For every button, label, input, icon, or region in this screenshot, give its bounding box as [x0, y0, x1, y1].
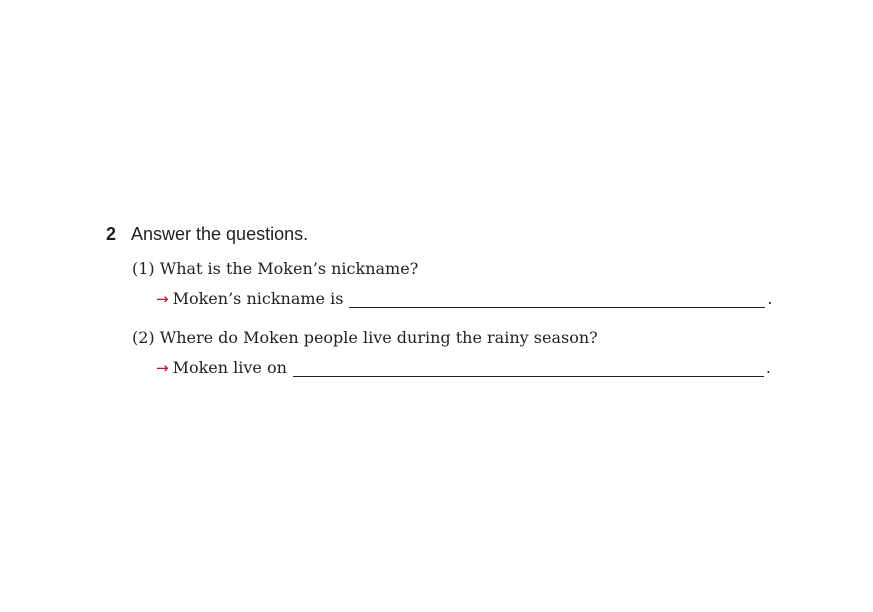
- question-2-text: (2) Where do Moken people live during the rainy season?: [132, 328, 598, 347]
- question-2: [132, 326, 786, 380]
- answer-2-line: [156, 356, 786, 380]
- exercise-section: [106, 222, 786, 380]
- arrow-right-icon: →: [156, 359, 169, 377]
- answer-2-blank[interactable]: [293, 358, 764, 377]
- question-1-text: (1) What is the Moken’s nickname?: [132, 259, 419, 278]
- answer-2-prefix: Moken live on: [172, 358, 287, 377]
- arrow-right-icon: →: [156, 290, 169, 308]
- exercise-instruction: Answer the questions.: [131, 224, 309, 244]
- exercise-heading: [106, 222, 786, 246]
- answer-1-blank[interactable]: [349, 289, 765, 308]
- answer-1-line: [156, 287, 786, 311]
- question-1: [132, 257, 786, 311]
- answer-1-prefix: Moken’s nickname is: [172, 289, 344, 308]
- answer-1-period: .: [767, 289, 773, 308]
- answer-2-period: .: [765, 358, 772, 377]
- exercise-number: 2: [106, 224, 117, 244]
